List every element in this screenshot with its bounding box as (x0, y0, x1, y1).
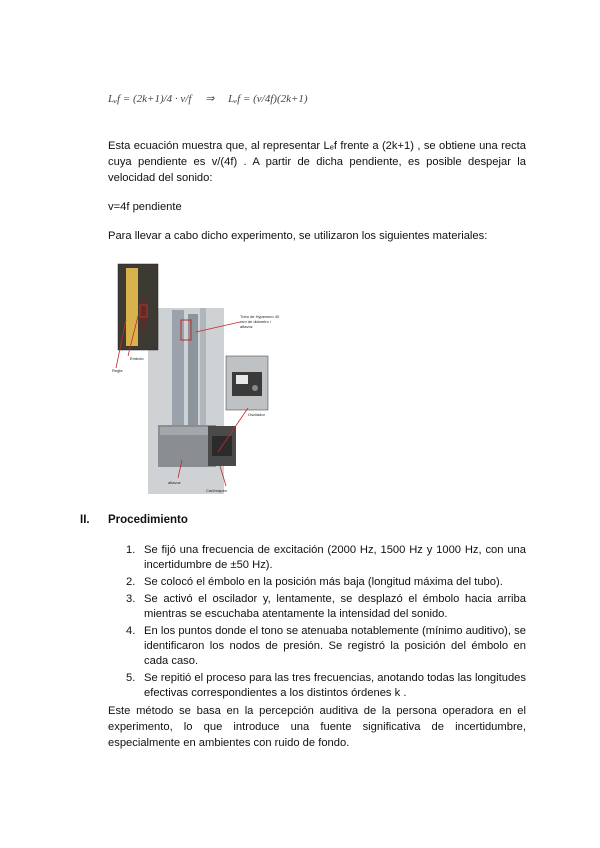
materials-figure (108, 260, 294, 498)
label-altavoz: altavoz (168, 480, 181, 485)
list-item: 5. Se repitió el proceso para las tres frecuencias, anotando todas las longitudes efectivas correspondientes a los distintos órdenes k . (126, 672, 526, 699)
materials-photo-collage (108, 260, 294, 498)
label-oscilador: Oscilador (248, 412, 265, 417)
label-cart: Cart/mapeo (206, 488, 227, 493)
implies-arrow: ⇒ (205, 93, 215, 105)
ruler (126, 268, 138, 346)
list-item: 3. Se activó el oscilador y, lentamente, se desplazó el émbolo hacia arriba mientras se escuchaba atentamente la intensidad del sonido. (126, 593, 526, 620)
label-tube: Tubo de Hypeneco 40 mm de diámetro / altavoz (240, 314, 280, 329)
list-item: 2. Se colocó el émbolo en la posición más baja (longitud máxima del tubo). (126, 576, 503, 588)
label-regla: Regla (112, 368, 123, 373)
paragraph-formula: v=4f pendiente (108, 201, 182, 213)
equation-left: Lₑf = (2k+1)/4 · v/f (108, 93, 192, 105)
equation-right: Lₑf = (v/4f)(2k+1) (228, 93, 308, 105)
list-item: 4. En los puntos donde el tono se atenuaba notablemente (mínimo auditivo), se identificaron los nodos de presión. Se registró la posición del émbolo en cada caso. (126, 625, 526, 667)
section-number: II. (80, 514, 90, 526)
paragraph-materials: Para llevar a cabo dicho experimento, se utilizaron los siguientes materiales: (108, 230, 488, 242)
paragraph-uncertainty: Este método se basa en la percepción auditiva de la persona operadora en el experimento, lo que introduce una fuente significativa de incertidumbre, especialmente en ambientes con ruido de fondo. (108, 705, 526, 749)
section-title: Procedimiento (108, 514, 188, 526)
label-embolo: Émbolo (130, 356, 144, 361)
equation (108, 92, 308, 105)
paragraph-slope: Esta ecuación muestra que, al representar Lₑf frente a (2k+1) , se obtiene una recta cuya pendiente es v/(4f) . A partir de dicha pendiente, es posible despejar la velocidad del sonido: (108, 140, 526, 184)
procedure-list (108, 543, 526, 703)
list-item: 1. Se fijó una frecuencia de excitación (2000 Hz, 1500 Hz y 1000 Hz, con una incertidumbre de ±50 Hz). (126, 544, 526, 571)
